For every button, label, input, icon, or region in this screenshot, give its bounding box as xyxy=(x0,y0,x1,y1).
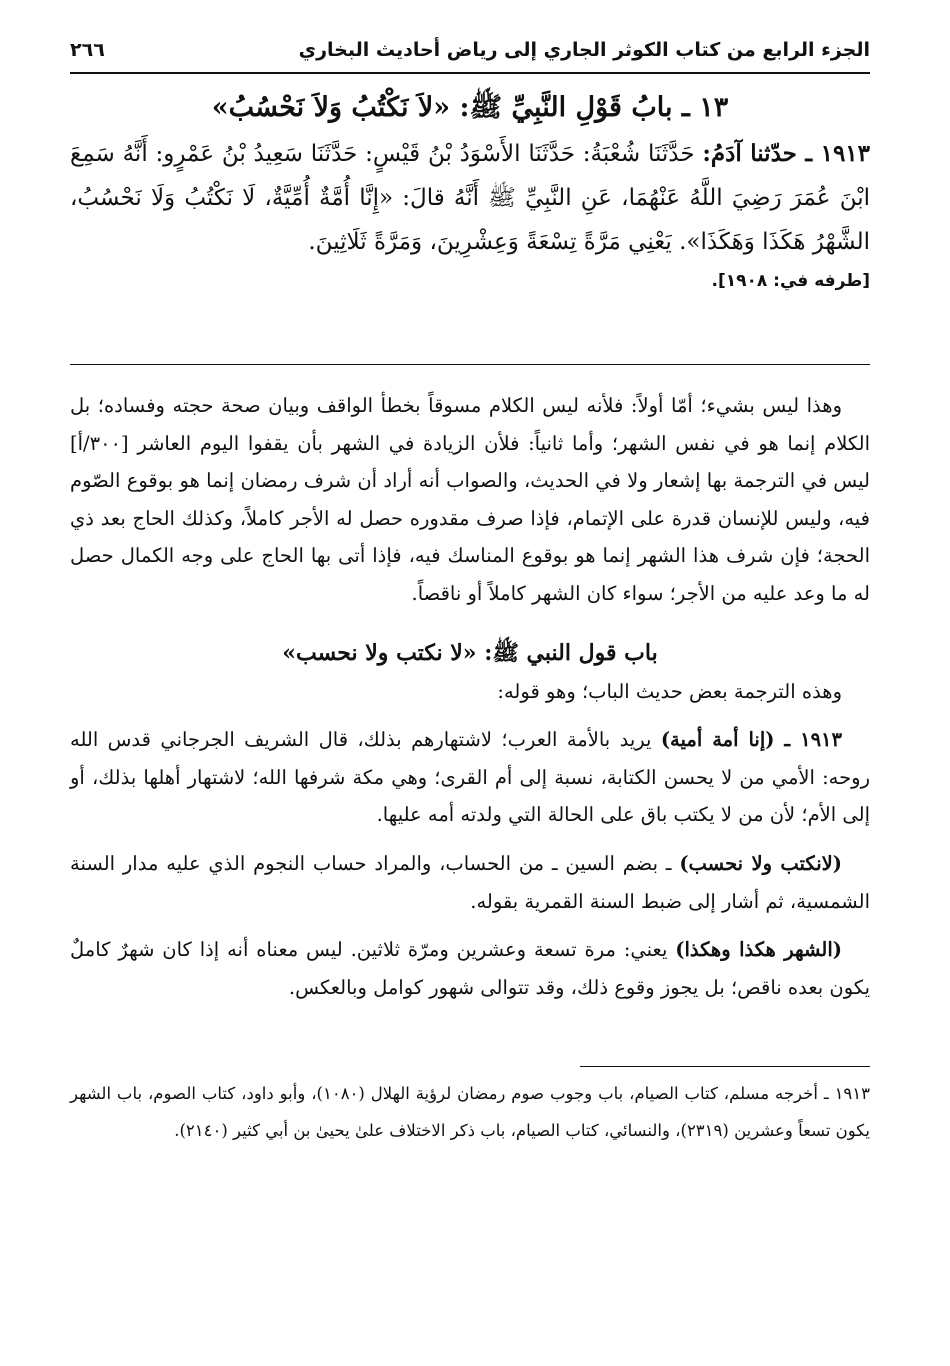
chapter-title: ١٣ ـ بابُ قَوْلِ النَّبِيِّ ﷺ: «لاَ نَكْتُبُ وَلاَ نَحْسُبُ» xyxy=(211,92,729,123)
commentary-paragraph-2 xyxy=(70,845,870,920)
paragraph-3-text: يعني: مرة تسعة وعشرين ومرّة ثلاثين. ليس معناه أنه إذا كان شهرٌ كاملٌ يكون بعده ناقص؛ بل يجوز وقوع ذلك، وقد تتوالى شهور كوامل وبالعكس. xyxy=(70,938,870,999)
paragraph-3-lead: (الشهر هكذا وهكذا) xyxy=(675,938,842,962)
running-title: الجزء الرابع من كتاب الكوثر الجاري إلى رياض أحاديث البخاري xyxy=(298,39,870,61)
paragraph-2-text: ـ بضم السين ـ من الحساب، والمراد حساب النجوم الذي عليه مدار السنة الشمسية، ثم أشار إلى ضبط السنة القمرية بقوله. xyxy=(70,851,870,913)
commentary-section xyxy=(70,387,870,1006)
section-divider xyxy=(70,364,870,365)
commentary-paragraph-3 xyxy=(70,931,870,1006)
page-header xyxy=(70,34,870,74)
hadith-cross-reference: [طرفه في: ١٩٠٨]. xyxy=(711,271,870,291)
footnote: ١٩١٣ ـ أخرجه مسلم، كتاب الصيام، باب وجوب صوم رمضان لرؤية الهلال (١٠٨٠)، وأبو داود، كتاب الصوم، باب الشهر يكون تسعاً وعشرين (٢٣١٩)، والنسائي، كتاب الصيام، باب ذكر الاختلاف علىٰ يحيىٰ بن أبي كثير (٢١٤٠). xyxy=(70,1084,871,1141)
footnote-divider xyxy=(580,1066,870,1067)
paragraph-1-lead: ١٩١٣ ـ (إنا أمة أمية) xyxy=(660,728,842,752)
commentary-paragraph-1 xyxy=(70,721,870,834)
page-number: ٢٦٦ xyxy=(70,39,105,61)
paragraph-1-text: يريد بالأمة العرب؛ لاشتهارهم بذلك، قال الشريف الجرجاني قدس الله روحه: الأمي من لا يحسن الكتابة، نسبة إلى أم القرى؛ وهي مكة شرفها الله؛ لاشتهار أهلها بذلك، أو إلى الأم؛ لأن من لا يكتب باق على الحالة التي ولدته أمه عليها. xyxy=(70,728,870,827)
commentary-subtitle-intro: وهذه الترجمة بعض حديث الباب؛ وهو قوله: xyxy=(497,679,842,703)
hadith-number-label: ١٩١٣ ـ حدّثنا آدَمُ: xyxy=(702,140,871,167)
commentary-intro-paragraph: وهذا ليس بشيء؛ أمّا أولاً: فلأنه ليس الكلام مسوقاً بخطأ الواقف وبيان صحة حجته وفساده؛ بل الكلام إنما هو في نفس الشهر؛ وأما ثانياً: فلأن الزيادة في الشهر بأن يقفوا اليوم العاشر [٣٠٠/أ] ليس في الترجمة بها إشعار ولا في الحديث، والصواب أنه أراد أن شرف رمضان إنما هو بوقوع الصّوم فيه، وليس للإنسان قدرة على الإتمام، فإذا صرف مقدوره حصل له الأجر كاملاً، وكذلك الحاج بعد ذي الحجة؛ فإن شرف هذا الشهر إنما هو بوقوع المناسك فيه، فإذا أتى بها الحاج على وجه الكمال حصل له ما وعد عليه من الأجر؛ سواء كان الشهر كاملاً أو ناقصاً. xyxy=(70,394,870,605)
hadith-text: حَدَّثَنَا شُعْبَةُ: حَدَّثَنَا الأَسْوَدُ بْنُ قَيْسٍ: حَدَّثَنَا سَعِيدُ بْنُ عَمْرٍو: أَنَّهُ سَمِعَ ابْنَ عُمَرَ رَضِيَ اللَّهُ عَنْهُمَا، عَنِ النَّبِيِّ ﷺ أَنَّهُ قالَ: «إِنَّا أُمَّةٌ أُمِّيَّةٌ، لَا نَكْتُبُ وَلَا نَحْسُبُ، الشَّهْرُ هَكَذَا وَهَكَذَا». يَعْنِي مَرَّةً تِسْعَةً وَعِشْرِينَ، وَمَرَّةً ثَلَاثِينَ. xyxy=(70,141,870,255)
hadith-text-block xyxy=(70,132,870,264)
paragraph-2-lead: (لانكتب ولا نحسب) xyxy=(679,851,842,875)
commentary-subtitle: باب قول النبي ﷺ: «لا نكتب ولا نحسب» xyxy=(282,639,658,666)
book-page xyxy=(70,34,870,1149)
